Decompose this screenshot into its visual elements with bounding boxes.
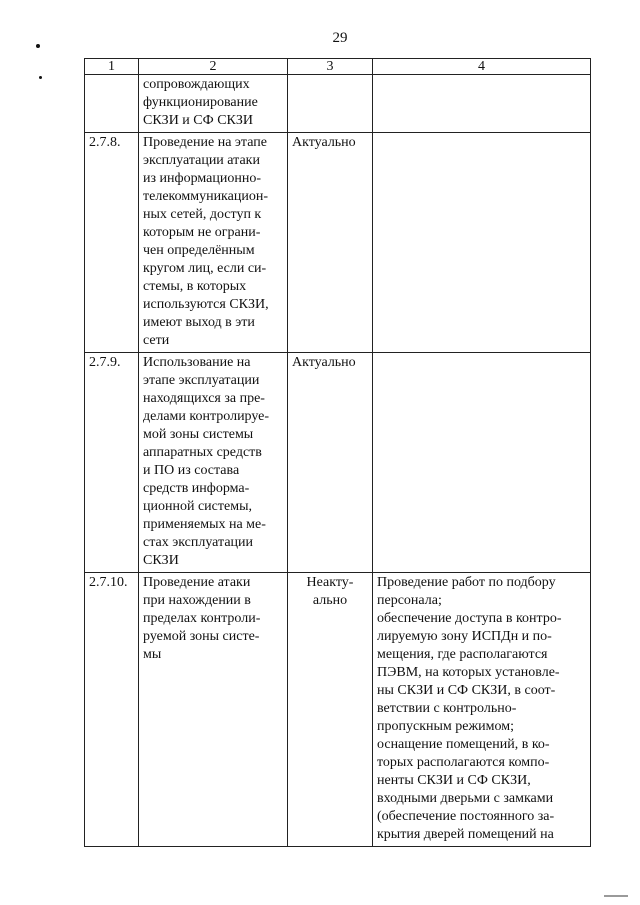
- threat-status: Неакту- ально: [288, 573, 373, 847]
- table-row: [85, 133, 591, 353]
- column-header: 4: [373, 59, 591, 75]
- page-number: 29: [332, 30, 348, 46]
- scan-edge-mark: [604, 895, 628, 897]
- threat-number: 2.7.9.: [85, 353, 139, 573]
- threat-status: Актуально: [288, 353, 373, 573]
- threat-description: сопровождающих функционирование СКЗИ и СФ СКЗИ: [139, 75, 288, 133]
- threats-table: [84, 58, 591, 847]
- table-row: [85, 75, 591, 133]
- scan-mark: [36, 44, 40, 48]
- column-header: 2: [139, 59, 288, 75]
- threat-description: Проведение атаки при нахождении в пределах контроли- руемой зоны систе- мы: [139, 573, 288, 847]
- table-header-row: [85, 59, 591, 75]
- column-header: 3: [288, 59, 373, 75]
- table-row: [85, 353, 591, 573]
- threat-number: 2.7.10.: [85, 573, 139, 847]
- table-row: [85, 573, 591, 847]
- threat-description: Проведение на этапе эксплуатации атаки из информационно- телекоммуникацион- ных сетей, доступ к которым не ограни- чен определённым кругом лиц, если си- стемы, в которых используются СКЗИ, имеют выход в эти сети: [139, 133, 288, 353]
- threat-status: Актуально: [288, 133, 373, 353]
- threat-description: Использование на этапе эксплуатации находящихся за пре- делами контролируе- мой зоны системы аппаратных средств и ПО из состава средств информа- ционной системы, применяемых на ме- стах эксплуатации СКЗИ: [139, 353, 288, 573]
- column-header: 1: [85, 59, 139, 75]
- threat-measures: [373, 353, 591, 573]
- threat-measures: [373, 75, 591, 133]
- threat-status: [288, 75, 373, 133]
- threat-number: [85, 75, 139, 133]
- threat-measures: Проведение работ по подбору персонала; обеспечение доступа в контро- лируемую зону ИСПДн и по- мещения, где располагаются ПЭВМ, на которых установле- ны СКЗИ и СФ СКЗИ, в соот- ветствии с контрольно- пропускным режимом; оснащение помещений, в ко- торых располагаются компо- ненты СКЗИ и СФ СКЗИ, входными дверьми с замками (обеспечение постоянного за- крытия дверей помещений на: [373, 573, 591, 847]
- threat-number: 2.7.8.: [85, 133, 139, 353]
- scan-mark: [39, 76, 42, 79]
- threat-measures: [373, 133, 591, 353]
